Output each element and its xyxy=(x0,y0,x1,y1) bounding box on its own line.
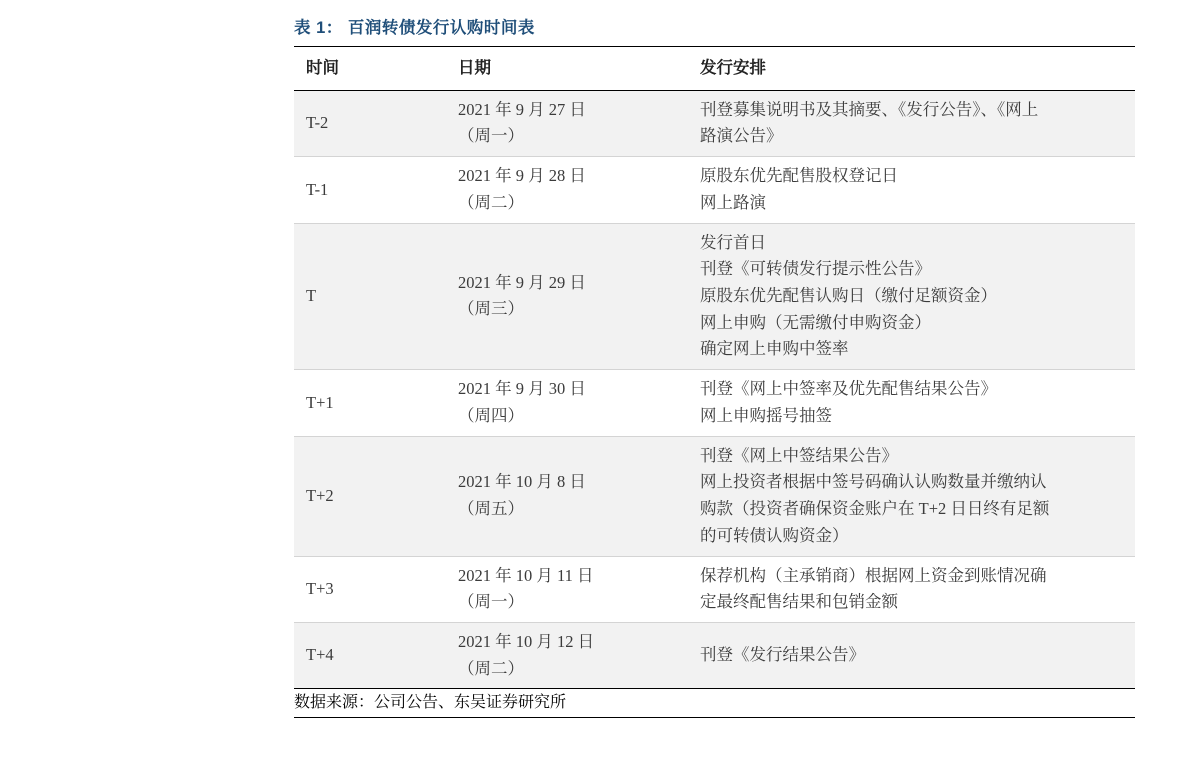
date-line: 2021 年 10 月 12 日 xyxy=(458,631,595,651)
arrangement-line: 刊登《可转债发行提示性公告》 xyxy=(700,259,931,279)
table-row xyxy=(294,436,1135,556)
cell-arrangement xyxy=(688,436,1135,556)
cell-time: T-2 xyxy=(294,90,446,156)
arrangement-line: 原股东优先配售股权登记日 xyxy=(700,166,898,186)
date-line: （周五） xyxy=(458,499,524,519)
source-row xyxy=(294,689,1135,718)
source-note: 数据来源：公司公告、东吴证券研究所 xyxy=(294,694,567,712)
arrangement-line: 刊登《网上中签率及优先配售结果公告》 xyxy=(700,379,997,399)
column-header-date: 日期 xyxy=(446,47,688,91)
date-line: 2021 年 9 月 30 日 xyxy=(458,379,586,399)
header-row xyxy=(294,47,1135,91)
cell-arrangement xyxy=(688,622,1135,688)
cell-time: T xyxy=(294,223,446,370)
cell-time: T+3 xyxy=(294,556,446,622)
arrangement-line: 网上投资者根据中签号码确认认购数量并缴纳认 xyxy=(700,472,1047,492)
arrangement-line: 定最终配售结果和包销金额 xyxy=(700,592,898,612)
arrangement-line: 的可转债认购资金） xyxy=(700,525,849,545)
table-row xyxy=(294,370,1135,436)
cell-arrangement xyxy=(688,157,1135,223)
cell-date xyxy=(446,223,688,370)
date-line: （周一） xyxy=(458,592,524,612)
arrangement-line: 原股东优先配售认购日（缴付足额资金） xyxy=(700,286,997,306)
arrangement-line: 网上路演 xyxy=(700,192,766,212)
table-row xyxy=(294,90,1135,156)
cell-time: T+2 xyxy=(294,436,446,556)
column-header-arrangement: 发行安排 xyxy=(688,47,1135,91)
date-line: （周二） xyxy=(458,658,524,678)
cell-date xyxy=(446,370,688,436)
arrangement-line: 路演公告》 xyxy=(700,126,783,146)
arrangement-line: 确定网上申购中签率 xyxy=(700,339,849,359)
table-header xyxy=(294,47,1135,91)
cell-date xyxy=(446,157,688,223)
table-title: 表 1： 百润转债发行认购时间表 xyxy=(294,19,535,37)
date-line: 2021 年 9 月 29 日 xyxy=(458,272,586,292)
table-row xyxy=(294,223,1135,370)
date-line: 2021 年 10 月 11 日 xyxy=(458,565,594,585)
cell-time: T+1 xyxy=(294,370,446,436)
cell-time: T-1 xyxy=(294,157,446,223)
cell-arrangement xyxy=(688,90,1135,156)
schedule-table-wrapper xyxy=(294,46,1135,718)
date-line: 2021 年 9 月 27 日 xyxy=(458,99,586,119)
arrangement-line: 购款（投资者确保资金账户在 T+2 日日终有足额 xyxy=(700,499,1050,519)
date-line: （周四） xyxy=(458,405,524,425)
cell-date xyxy=(446,556,688,622)
cell-time: T+4 xyxy=(294,622,446,688)
column-header-time: 时间 xyxy=(294,47,446,91)
arrangement-line: 网上申购（无需缴付申购资金） xyxy=(700,312,931,332)
table-row xyxy=(294,622,1135,688)
table-row xyxy=(294,157,1135,223)
schedule-table xyxy=(294,46,1135,689)
arrangement-line: 刊登募集说明书及其摘要、《发行公告》、《网上 xyxy=(700,99,1039,119)
cell-date xyxy=(446,622,688,688)
cell-arrangement xyxy=(688,223,1135,370)
date-line: （周二） xyxy=(458,192,524,212)
table-row xyxy=(294,556,1135,622)
arrangement-line: 保荐机构（主承销商）根据网上资金到账情况确 xyxy=(700,565,1047,585)
cell-date xyxy=(446,90,688,156)
date-line: 2021 年 9 月 28 日 xyxy=(458,166,586,186)
arrangement-line: 刊登《发行结果公告》 xyxy=(700,645,865,665)
cell-arrangement xyxy=(688,556,1135,622)
arrangement-line: 网上申购摇号抽签 xyxy=(700,405,832,425)
cell-date xyxy=(446,436,688,556)
date-line: 2021 年 10 月 8 日 xyxy=(458,472,586,492)
date-line: （周三） xyxy=(458,299,524,319)
arrangement-line: 发行首日 xyxy=(700,232,766,252)
arrangement-line: 刊登《网上中签结果公告》 xyxy=(700,445,898,465)
date-line: （周一） xyxy=(458,126,524,146)
table-body xyxy=(294,90,1135,689)
cell-arrangement xyxy=(688,370,1135,436)
